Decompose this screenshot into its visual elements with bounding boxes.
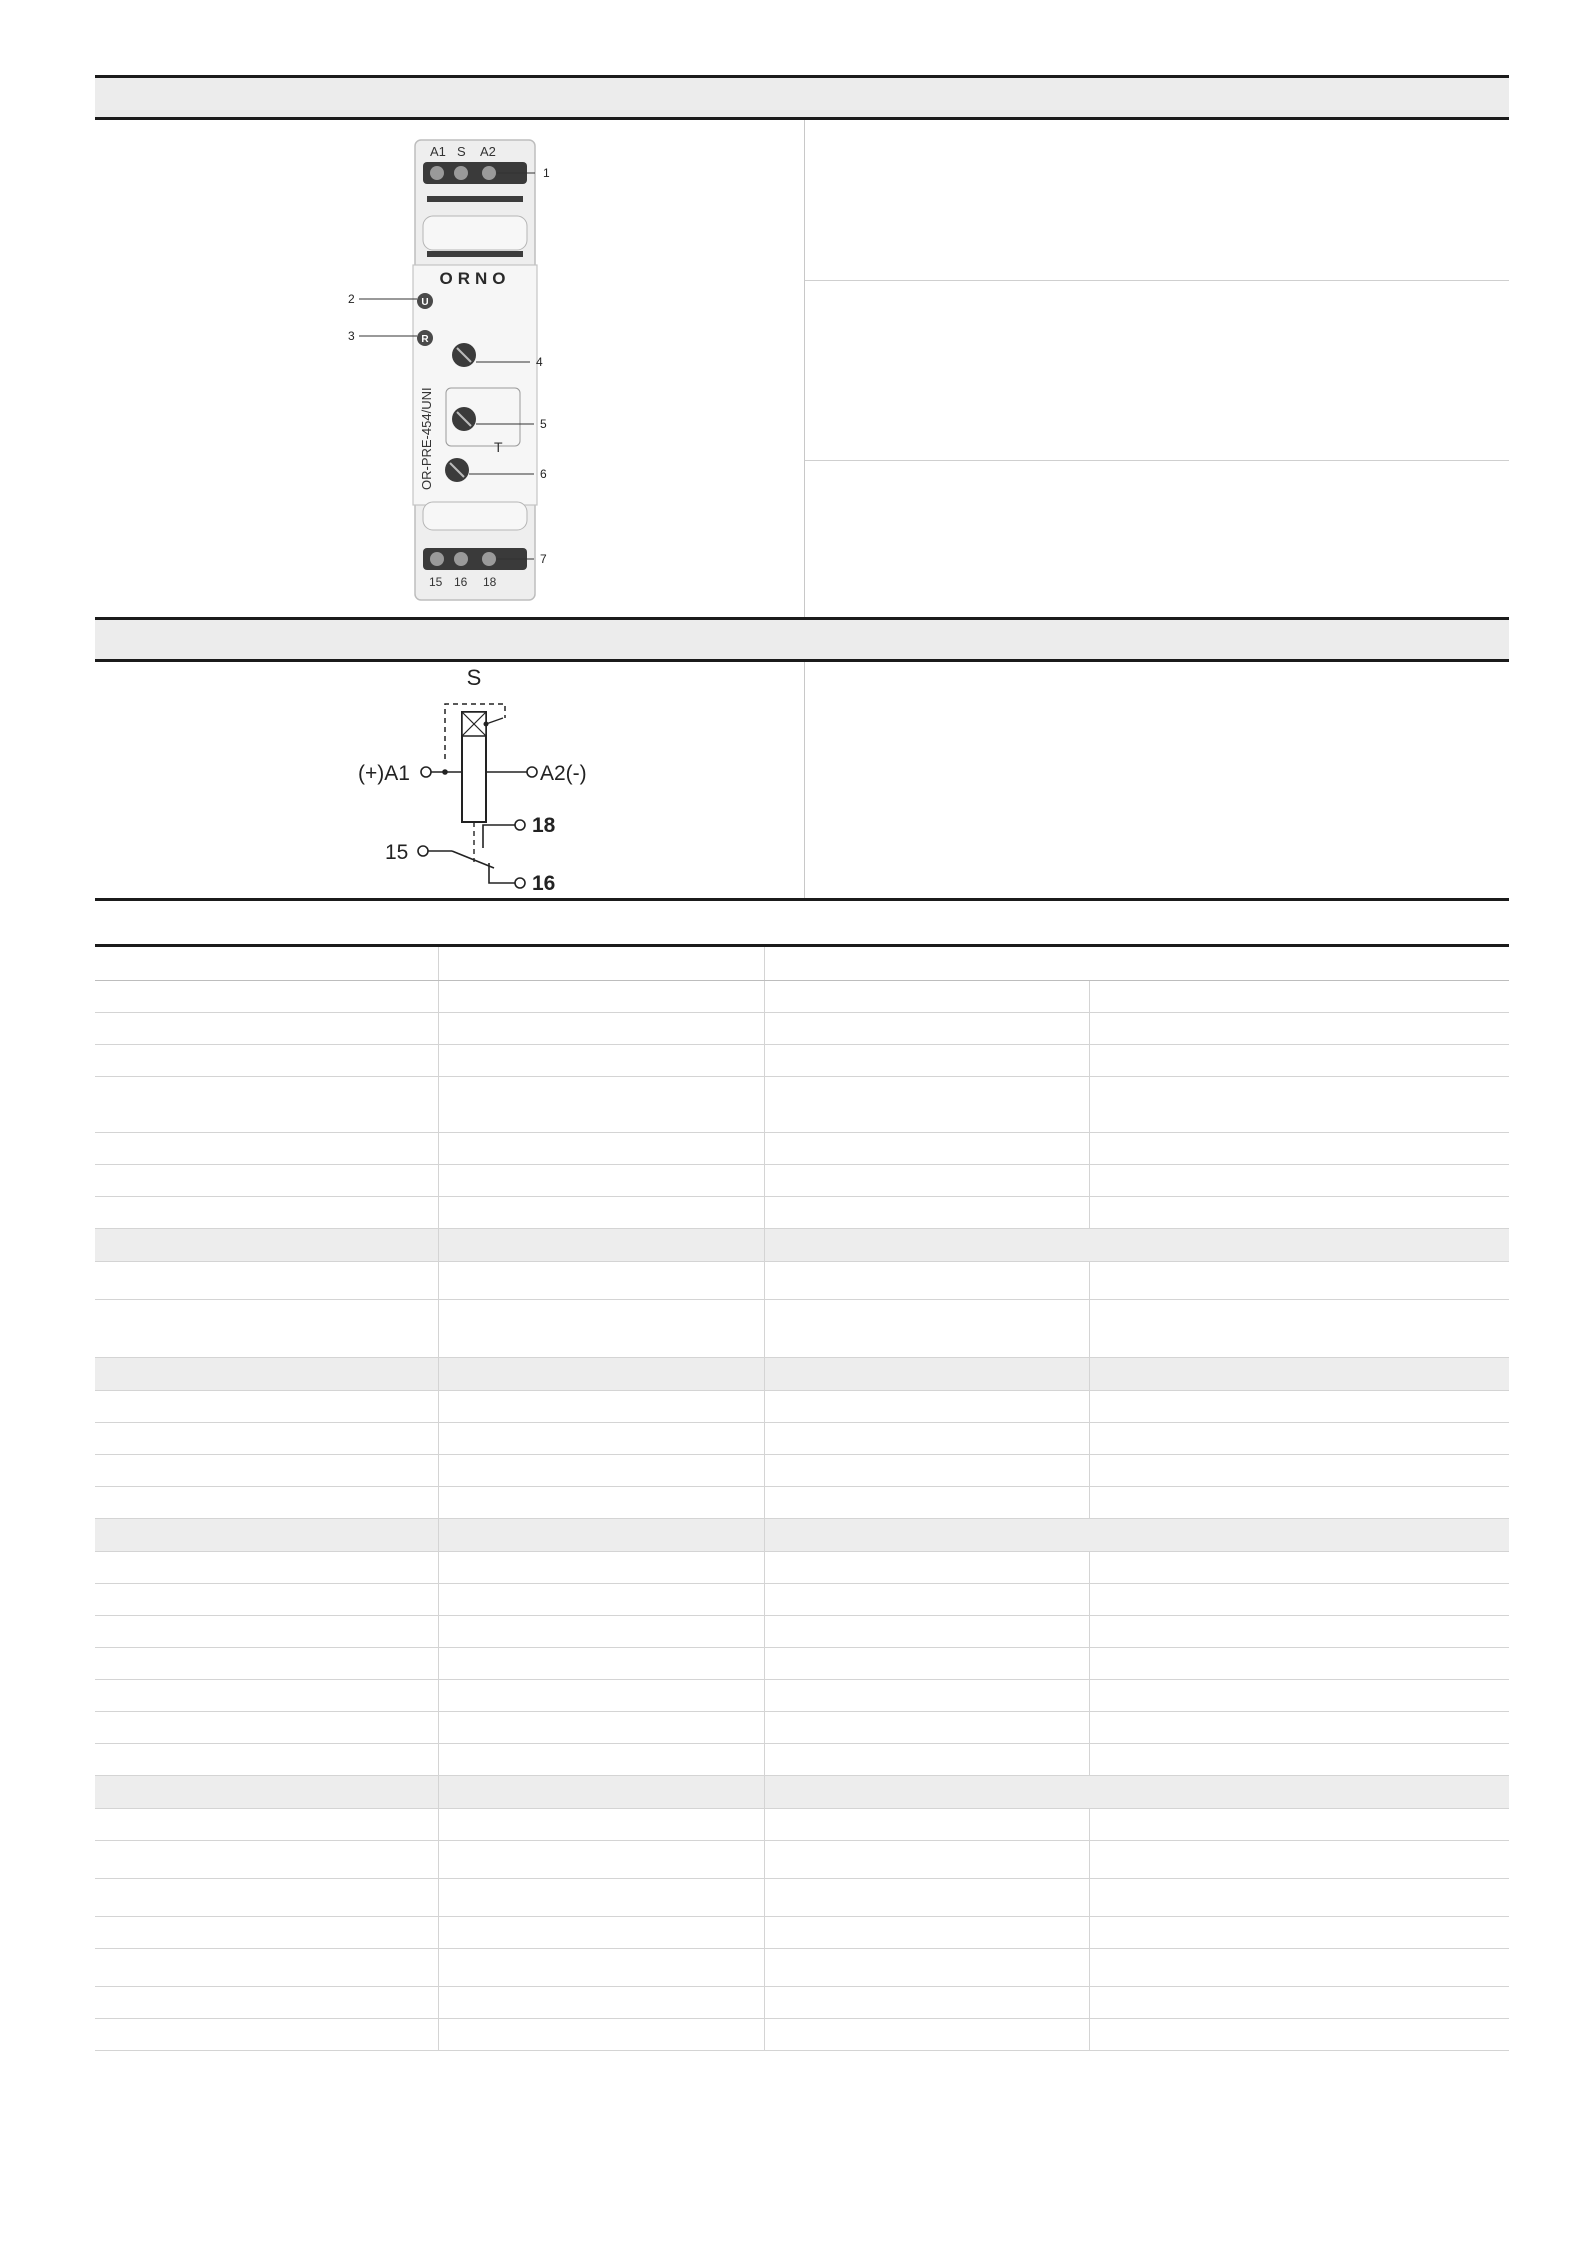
diagram-label-18: 18 (532, 814, 556, 837)
table-row (95, 1422, 1509, 1454)
terminal-label-a2: A2 (480, 144, 496, 159)
callout-5: 5 (540, 417, 547, 431)
terminal-label-s: S (457, 144, 466, 159)
indicator-r-label: R (421, 334, 429, 345)
terminal-label-16: 16 (454, 575, 468, 589)
terminal-label-15: 15 (429, 575, 443, 589)
indicator-u-label: U (421, 297, 429, 308)
table-row (95, 1486, 1509, 1518)
table-section-row (95, 1775, 1509, 1808)
table-row (95, 1299, 1509, 1357)
table-row (95, 1808, 1509, 1840)
callout-7: 7 (540, 552, 547, 566)
table-row (95, 1164, 1509, 1196)
table-row (95, 1012, 1509, 1044)
table-row (95, 1743, 1509, 1775)
table-row (95, 1390, 1509, 1422)
callout-6: 6 (540, 467, 547, 481)
section-header-band (95, 620, 1509, 659)
table-row (95, 1132, 1509, 1164)
callout-2: 2 (348, 292, 355, 306)
table-section-row (95, 1357, 1509, 1390)
table-row (95, 1916, 1509, 1948)
table-section-row (95, 1518, 1509, 1551)
table-row (95, 1196, 1509, 1228)
description-divider (805, 280, 1509, 281)
column-divider (804, 662, 805, 898)
table-row (95, 1711, 1509, 1743)
wiring-diagram (340, 662, 600, 896)
diagram-label-a2: A2(-) (540, 762, 587, 785)
section-header-bottom-rule (95, 117, 1509, 120)
section-top-rule (95, 898, 1509, 901)
table-row (95, 1044, 1509, 1076)
callout-3: 3 (348, 329, 355, 343)
table-row (95, 1948, 1509, 1986)
specification-table (95, 947, 1509, 2051)
table-row (95, 1551, 1509, 1583)
table-row (95, 1878, 1509, 1916)
diagram-label-a1: (+)A1 (358, 762, 410, 785)
table-row (95, 1615, 1509, 1647)
table-row (95, 2018, 1509, 2050)
callout-4: 4 (536, 355, 543, 369)
table-row (95, 1583, 1509, 1615)
callout-1: 1 (543, 166, 550, 180)
section-header-bottom-rule (95, 659, 1509, 662)
table-row (95, 980, 1509, 1012)
terminal-label-a1: A1 (430, 144, 446, 159)
table-row (95, 1647, 1509, 1679)
section-header-band (95, 78, 1509, 117)
table-row (95, 1679, 1509, 1711)
diagram-label-15: 15 (385, 841, 409, 864)
table-row (95, 1986, 1509, 2018)
table-row (95, 1076, 1509, 1132)
table-header-row (95, 947, 1509, 980)
table-section-row (95, 1228, 1509, 1261)
model-label: OR-PRE-454/UNI (419, 387, 434, 490)
diagram-label-16: 16 (532, 872, 556, 895)
brand-logo: ORNO (439, 269, 511, 288)
terminal-label-18: 18 (483, 575, 497, 589)
knob-t-label: T (494, 439, 503, 455)
table-row (95, 1454, 1509, 1486)
column-divider (804, 120, 805, 617)
description-divider (805, 460, 1509, 461)
device-front-figure (330, 130, 580, 612)
table-row (95, 1261, 1509, 1299)
table-row (95, 1840, 1509, 1878)
diagram-label-s: S (466, 665, 482, 690)
